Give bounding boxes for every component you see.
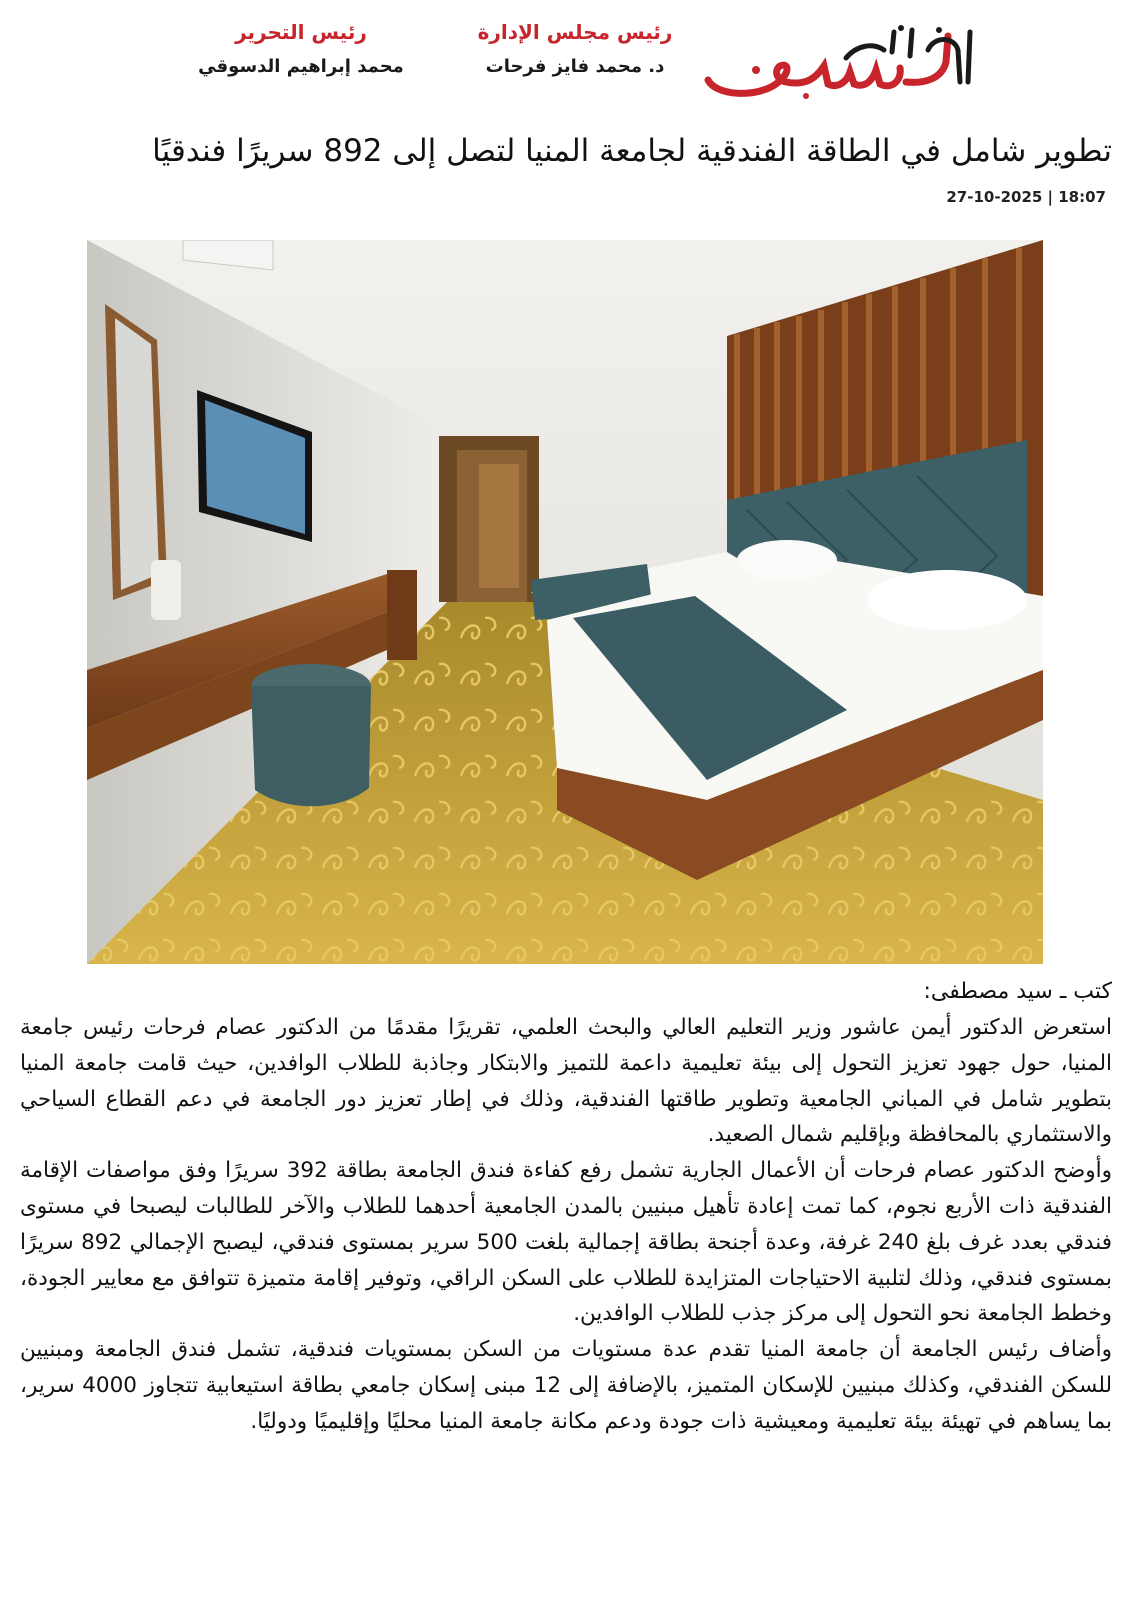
board-chair-name: د. محمد فايز فرحات xyxy=(485,56,665,77)
article-body xyxy=(20,1010,1112,1440)
article-byline: كتب ـ سيد مصطفى: xyxy=(923,979,1112,1004)
article-headline: تطوير شامل في الطاقة الفندقية لجامعة المنيا لتصل إلى 892 سريرًا فندقيًا xyxy=(152,133,1112,169)
logo-wordmark-icon xyxy=(696,22,986,102)
board-chair-block xyxy=(464,20,686,77)
article-paragraph: وأضاف رئيس الجامعة أن جامعة المنيا تقدم عدة مستويات من السكن بمستويات فندقية، تشمل فندق الجامعة ومبنيين للسكن الفندقي، وكذلك مبنيين للإسكان المتميز، بالإضافة إلى 12 مبنى إسكان جامعي بطاقة استيعابية تتجاوز 4000 سرير، بما يساهم في تهيئة بيئة تعليمية ومعيشية ذات جودة ودعم مكانة جامعة المنيا محليًا وإقليميًا ودوليًا. xyxy=(20,1337,1112,1434)
editor-role: رئيس التحرير xyxy=(235,20,367,44)
hotel-room-photo xyxy=(87,240,1043,964)
board-chair-role: رئيس مجلس الإدارة xyxy=(477,20,673,44)
editor-name: محمد إبراهيم الدسوقي xyxy=(198,56,404,77)
hotel-room-photo-icon xyxy=(87,240,1043,964)
newspaper-logo[interactable] xyxy=(696,22,986,102)
article-paragraph: وأوضح الدكتور عصام فرحات أن الأعمال الجارية تشمل رفع كفاءة فندق الجامعة بطاقة 392 سريرًا وفق مواصفات الإقامة الفندقية ذات الأربع نجوم، كما تمت إعادة تأهيل مبنيين بالمدن الجامعية أحدهما للطلاب والآخر للطالبات ليصبحا في مستوى فندقي بعدد غرف بلغ 240 غرفة، وعدة أجنحة بطاقة إجمالية بلغت 500 سرير بمستوى فندقي، ليصبح الإجمالي 892 سريرًا بمستوى فندقي، وذلك لتلبية الاحتياجات المتزايدة للطلاب على السكن الراقي، وتوفير إقامة متميزة تتوافق مع معايير الجودة، وخطط الجامعة نحو التحول إلى مركز جذب للطلاب الوافدين. xyxy=(20,1158,1112,1327)
article-paragraph: استعرض الدكتور أيمن عاشور وزير التعليم العالي والبحث العلمي، تقريرًا مقدمًا من الدكتور عصام فرحات رئيس جامعة المنيا، حول جهود تعزيز التحول إلى بيئة تعليمية داعمة للتميز والابتكار وجاذبة للطلاب الوافدين، حيث قامت جامعة المنيا بتطوير شامل في المباني الجامعية وتطوير طاقتها الفندقية، وذلك في إطار تعزيز دور الجامعة في دعم القطاع السياحي والاستثماري بالمحافظة وبإقليم شمال الصعيد. xyxy=(20,1015,1112,1148)
masthead xyxy=(0,0,1131,110)
editor-in-chief-block xyxy=(172,20,430,77)
article-timestamp: 27-10-2025 | 18:07 xyxy=(946,188,1106,206)
